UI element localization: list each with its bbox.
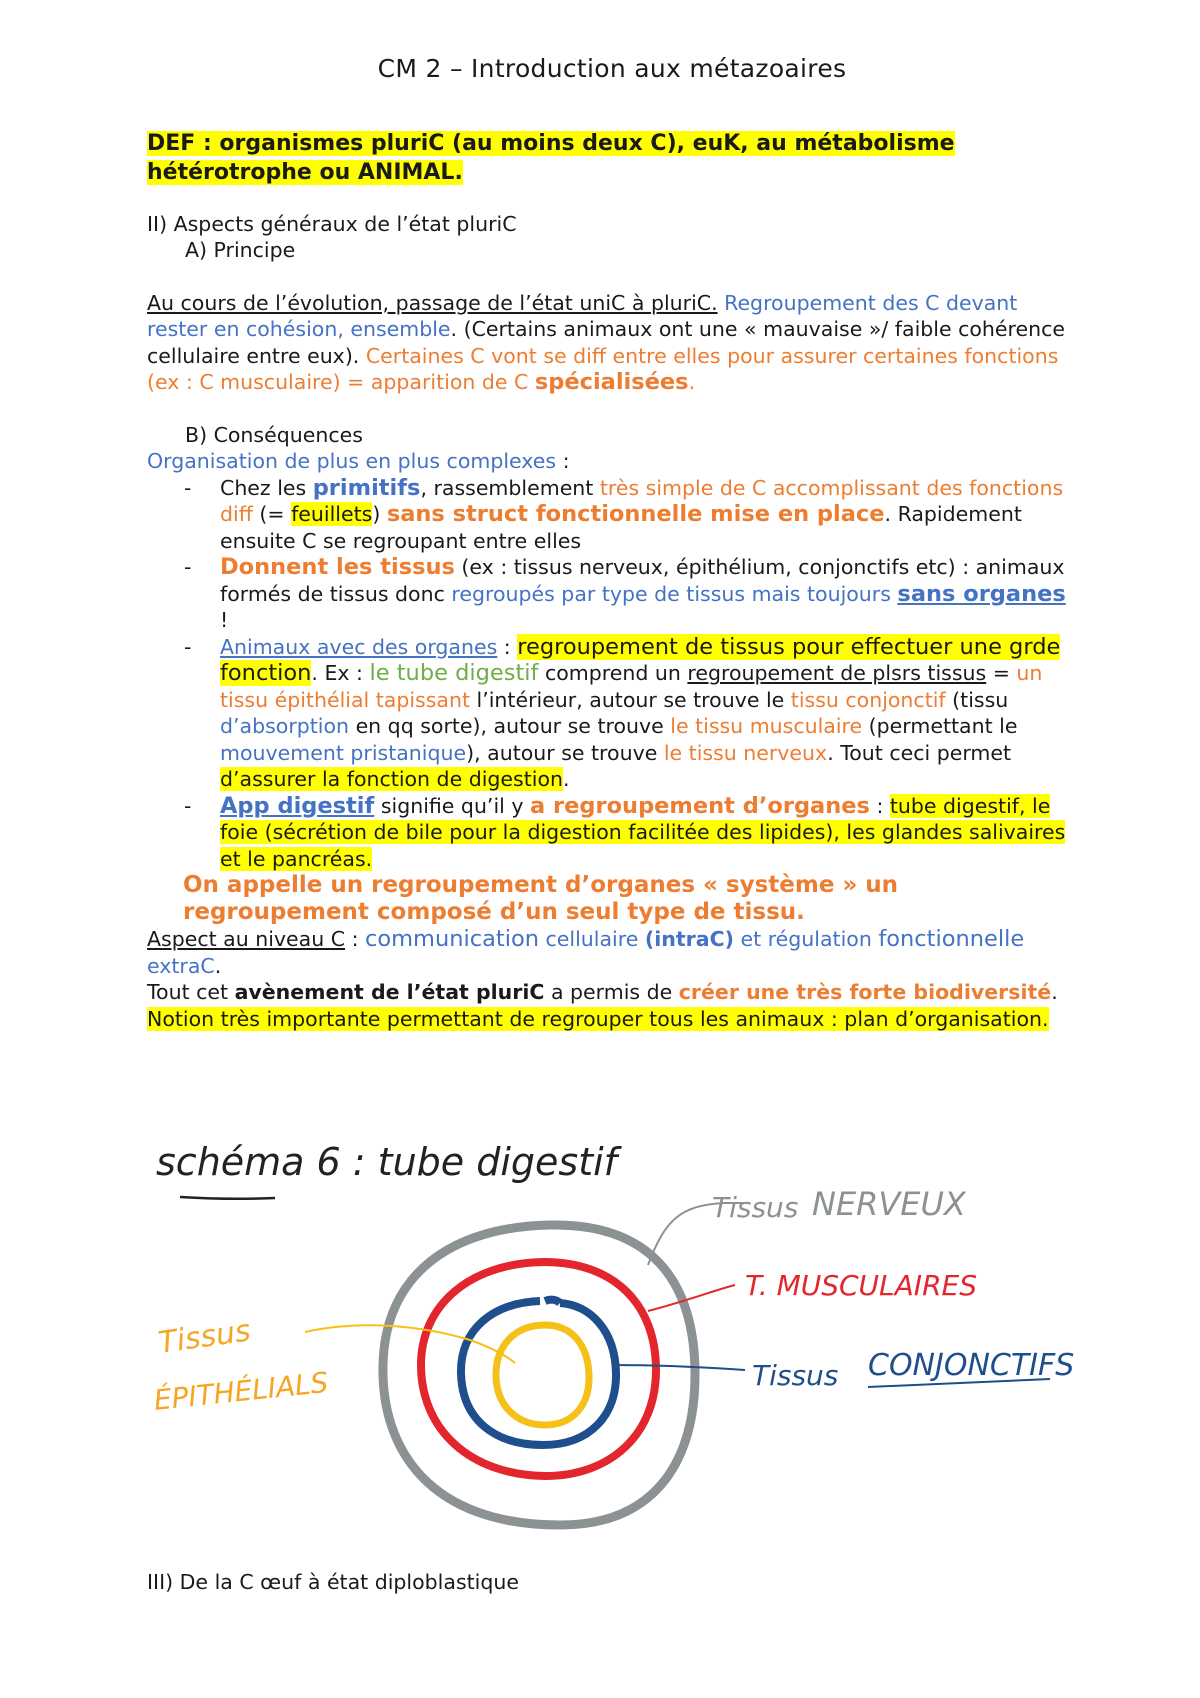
page-title: CM 2 – Introduction aux métazoaires	[377, 54, 847, 83]
leader-musculaire	[648, 1285, 735, 1311]
label-conjonctifs-2: CONJONCTIFS	[868, 1348, 1075, 1383]
label-musculaires: T. MUSCULAIRES	[745, 1269, 977, 1302]
label-conjonctifs-1: Tissus	[752, 1359, 839, 1392]
schema-title: schéma 6 : tube digestif	[156, 1140, 618, 1184]
leader-conjonctif	[612, 1365, 745, 1370]
notion-paragraph: Notion très importante permettant de regrouper tous les animaux : plan d’organisation.	[147, 1006, 1049, 1031]
label-epitheliaux-1: Tissus	[156, 1313, 253, 1361]
section-2-heading: II) Aspects généraux de l’état pluriC	[147, 211, 517, 236]
label-epitheliaux-2: ÉPITHÉLIALS	[152, 1365, 330, 1417]
organisation-line: Organisation de plus en plus complexes :	[147, 449, 570, 473]
list-item: - Chez les primitifs, rassemblement très simple de C accomplissant des fonctions diff (= feuillets) sans struct fonctionnelle mise en place. Rapidement ensuite C se regroupant entre elles	[220, 475, 1077, 555]
list-item: - Animaux avec des organes : regroupement de tissus pour effectuer une grde fonction. Ex : le tube digestif comprend un regroupement de plsrs tissus = un tissu épithélial tapissant l’intérieur, autour se trouve le tissu conjonctif (tissu d’absorption en qq sorte), autour se trouve le tissu musculaire (permettant le mouvement pristanique), autour se trouve le tissu nerveux. Tout ceci permet d’assurer la fonction de digestion.	[220, 634, 1077, 793]
label-nerveux-2: NERVEUX	[812, 1185, 966, 1223]
ring-nerveux	[383, 1225, 695, 1525]
definition-text: DEF : organismes pluriC (au moins deux C), euK, au métabolisme hétérotrophe ou ANIMAL.	[147, 130, 955, 185]
leader-epithelial	[305, 1325, 515, 1363]
definition	[147, 129, 1077, 187]
section-2b-heading: B) Conséquences	[185, 422, 363, 447]
document-body	[147, 56, 1077, 1032]
schema-title-underline	[180, 1197, 275, 1199]
digestive-tube-diagram	[0, 1125, 1200, 1545]
list-item: - App digestif signifie qu’il y a regroupement d’organes : tube digestif, le foie (sécrétion de bile pour la digestion facilitée des lipides), les glandes salivaires et le pancréas.	[220, 793, 1077, 873]
label-nerveux-1: Tissus	[712, 1191, 799, 1224]
section-3-heading: III) De la C œuf à état diploblastique	[147, 1570, 519, 1594]
ring-epithelial	[496, 1325, 589, 1425]
consequences-list	[147, 475, 1077, 873]
avenement-paragraph: Tout cet avènement de l’état pluriC a permis de créer une très forte biodiversité.	[147, 980, 1058, 1004]
principe-paragraph: Au cours de l’évolution, passage de l’état uniC à pluriC. Regroupement des C devant rester en cohésion, ensemble. (Certains animaux ont une « mauvaise »/ faible cohérence cellulaire entre eux). Certaines C vont se diff entre elles pour assurer certaines fonctions (ex : C musculaire) = apparition de C spécialisées.	[147, 290, 1065, 395]
section-2a-heading: A) Principe	[185, 238, 296, 262]
aspect-paragraph: Aspect au niveau C : communication cellulaire (intraC) et régulation fonctionnelle extraC.	[147, 926, 1025, 978]
systeme-callout: On appelle un regroupement d’organes « système » un regroupement composé d’un seul type de tissu.	[183, 872, 899, 925]
list-item: - Donnent les tissus (ex : tissus nerveux, épithélium, conjonctifs etc) : animaux formés de tissus donc regroupés par type de tissus mais toujours sans organes !	[220, 554, 1077, 634]
